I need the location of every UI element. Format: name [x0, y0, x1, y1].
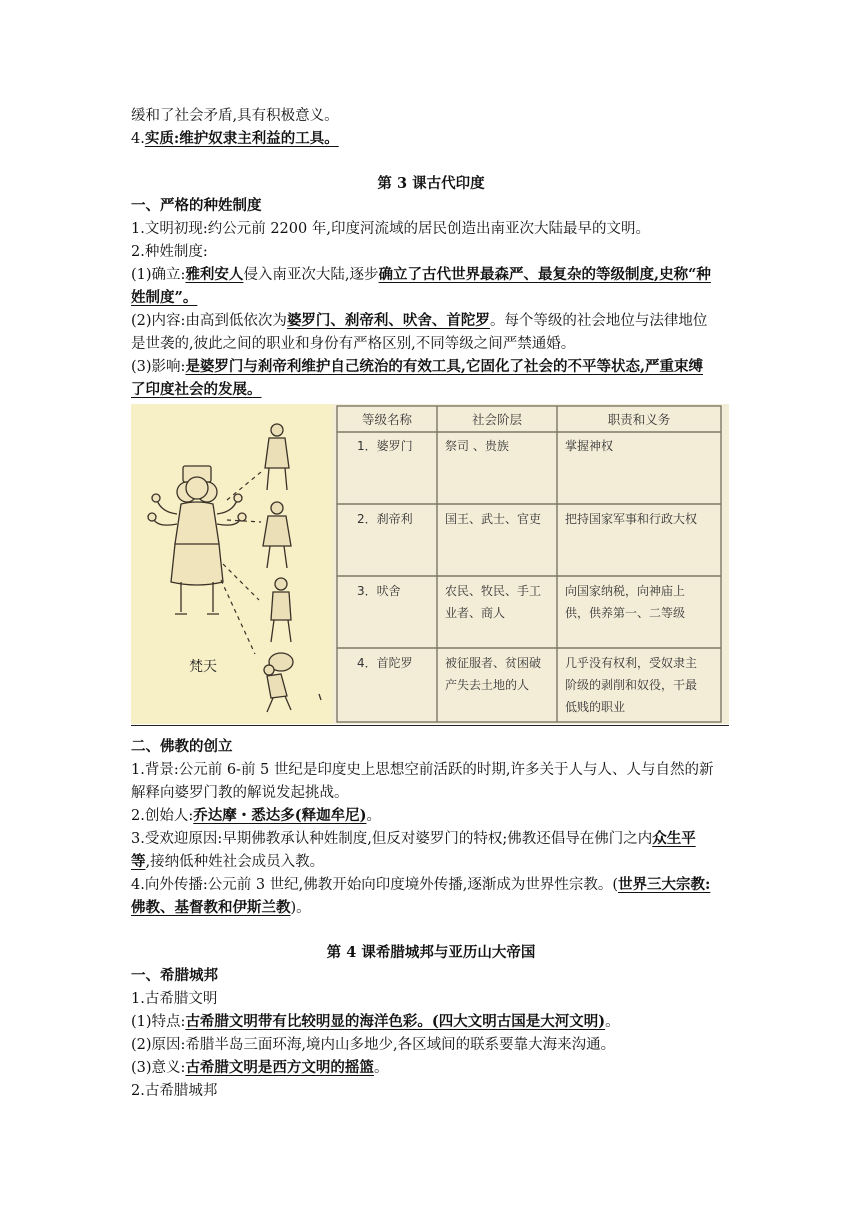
paragraph	[131, 265, 731, 285]
key-point: 世界三大宗教:	[618, 876, 711, 893]
paragraph: 1.古希腊文明	[131, 991, 218, 1007]
paragraph: 解释向婆罗门教的解说发起挑战。	[131, 785, 349, 801]
text: (2)内容:由高到低依次为	[131, 313, 287, 329]
text: (1)确立:	[131, 267, 186, 283]
text: 4.	[131, 131, 145, 147]
table-cell: 2．刹帝利	[357, 512, 413, 526]
section-heading: 二、佛教的创立	[131, 738, 233, 755]
key-point: 乔达摩・悉达多(释迦牟尼)	[193, 807, 367, 824]
text: (3)意义:	[131, 1060, 186, 1076]
key-point: 婆罗门、刹帝利、吠舍、首陀罗	[286, 312, 490, 329]
paragraph: 缓和了社会矛盾,具有积极意义。	[131, 108, 339, 124]
text: (1)特点:	[131, 1014, 186, 1030]
paragraph: 2.种姓制度:	[131, 244, 208, 260]
key-point: 了印度社会的发展。	[131, 381, 262, 398]
paragraph	[131, 875, 731, 895]
text: 4.向外传播:公元前 3 世纪,佛教开始向印度境外传播,逐渐成为世界性宗教。(	[131, 877, 619, 893]
key-point: 实质:维护奴隶主利益的工具。	[144, 130, 339, 147]
table-cell: 几乎没有权利，受奴隶主 阶级的剥削和奴役，干最 低贱的职业	[565, 656, 698, 714]
table-cell: 把持国家军事和行政大权	[565, 512, 698, 526]
text: 。	[605, 1014, 620, 1030]
text: 3.受欢迎原因:早期佛教承认种姓制度,但反对婆罗门的特权;佛教还倡导在佛门之内	[131, 831, 653, 847]
paragraph	[131, 1058, 731, 1078]
key-point: 古希腊文明带有比较明显的海洋色彩。(四大文明古国是大河文明)	[185, 1013, 606, 1030]
table-cell: 向国家纳税，向神庙上 供，供养第一、二等级	[565, 584, 686, 620]
key-point: 雅利安人	[185, 266, 244, 283]
section-heading: 一、希腊城邦	[131, 967, 218, 984]
table-cell: 国王、武士、官吏	[445, 512, 542, 526]
paragraph	[131, 311, 731, 331]
table-cell: 4．首陀罗	[357, 656, 413, 670]
paragraph: 1.文明初现:约公元前 2200 年,印度河流域的居民创造出南亚次大陆最早的文明。	[131, 221, 650, 237]
paragraph: 1.背景:公元前 6-前 5 世纪是印度史上思想空前活跃的时期,许多关于人与人、人与自然的新	[131, 762, 714, 778]
table-cell: 1．婆罗门	[357, 439, 413, 453]
key-point: 姓制度”。	[131, 289, 198, 306]
table-header-class: 社会阶层	[471, 412, 522, 427]
section-heading: 一、严格的种姓制度	[131, 197, 262, 214]
paragraph	[131, 357, 731, 377]
lesson-title: 第 4 课希腊城邦与亚历山大帝国	[326, 944, 536, 961]
paragraph: 2.古希腊城邦	[131, 1083, 218, 1099]
table-header-duty: 职责和义务	[607, 412, 671, 427]
table-cell: 农民、牧民、手工 业者、商人	[445, 584, 542, 620]
text: (3)影响:	[131, 359, 186, 375]
table-cell: 祭司 、贵族	[445, 439, 509, 453]
text: 。	[366, 808, 381, 824]
paragraph	[131, 852, 731, 872]
paragraph	[131, 288, 731, 308]
text: 。每个等级的社会地位与法律地位	[489, 313, 708, 329]
paragraph	[131, 898, 731, 918]
god-label: 梵天	[189, 659, 217, 675]
caste-system-figure	[131, 404, 729, 724]
table-cell: 被征服者、贫困破 产失去土地的人	[445, 656, 542, 692]
paragraph: (2)原因:希腊半岛三面环海,境内山多地少,各区域间的联系要靠大海来沟通。	[131, 1037, 616, 1053]
divider	[131, 725, 729, 726]
text: 2.创始人:	[131, 808, 194, 824]
key-point: 等	[131, 853, 146, 870]
key-point: 众生平	[652, 830, 696, 847]
key-point: 是婆罗门与刹帝利维护自己统治的有效工具,它固化了社会的不平等状态,严重束缚	[185, 358, 704, 375]
text: ,接纳低种姓社会成员入教。	[145, 854, 325, 870]
paragraph	[131, 129, 731, 149]
paragraph	[131, 380, 731, 400]
key-point: 佛教、基督教和伊斯兰教	[131, 899, 291, 916]
paragraph	[131, 806, 731, 826]
paragraph: 是世袭的,彼此之间的职业和身份有严格区别,不同等级之间严禁通婚。	[131, 336, 576, 352]
table-cell: 3．吠舍	[357, 584, 401, 598]
key-point: 古希腊文明是西方文明的摇篮	[185, 1059, 374, 1076]
text: 侵入南亚次大陆,逐步	[243, 267, 379, 283]
paragraph	[131, 829, 731, 849]
key-point: 确立了古代世界最森严、最复杂的等级制度,史称“种	[378, 266, 711, 283]
table-cell: 掌握神权	[565, 439, 614, 453]
lesson-title: 第 3 课古代印度	[377, 175, 485, 192]
table-header-rank: 等级名称	[361, 412, 412, 427]
text: )。	[290, 900, 311, 916]
text: 。	[373, 1060, 389, 1076]
paragraph	[131, 1012, 731, 1032]
